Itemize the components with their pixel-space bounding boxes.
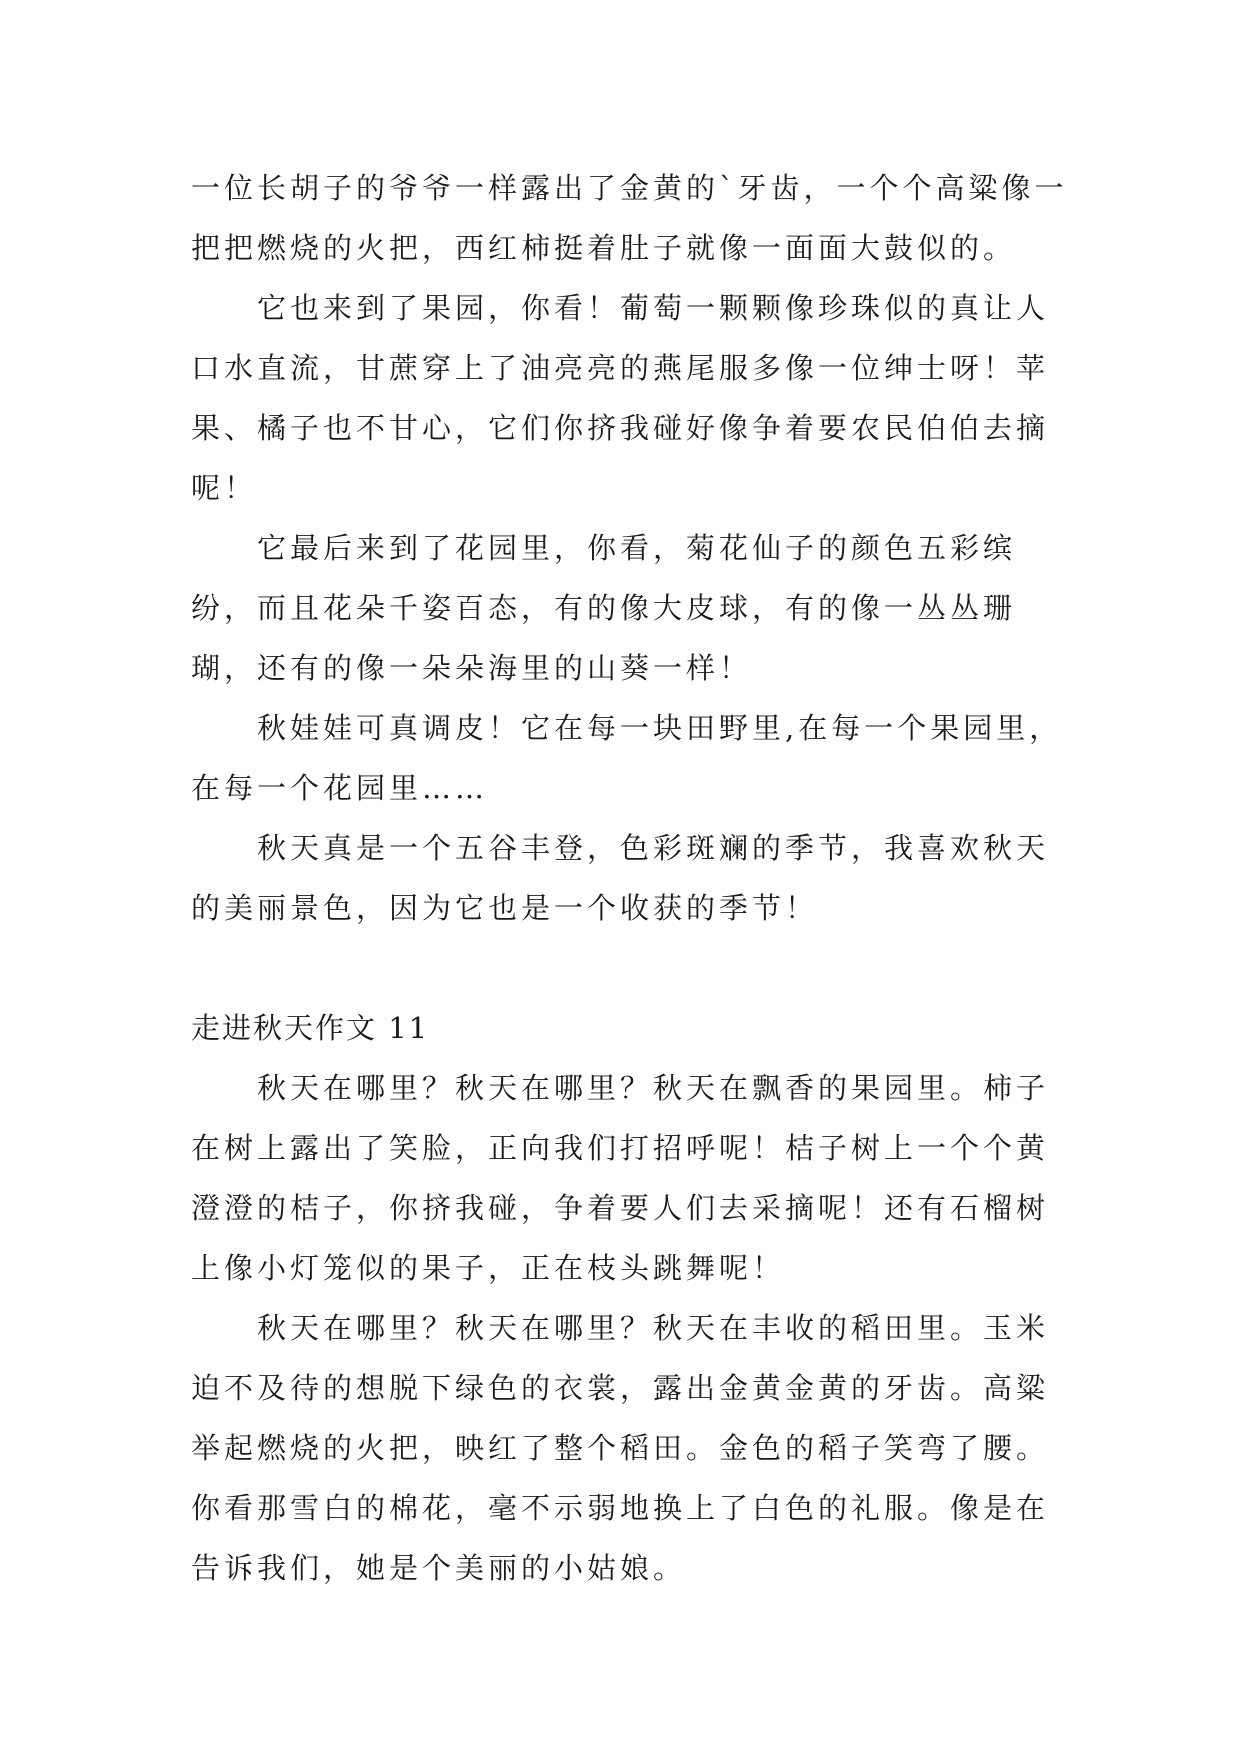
paragraph-5: 秋天真是一个五谷丰登，色彩斑斓的季节，我喜欢秋天的美丽景色，因为它也是一个收获的季节！ bbox=[191, 831, 1050, 925]
paragraph-2: 它也来到了果园，你看！葡萄一颗颗像珍珠似的真让人口水直流，甘蔗穿上了油亮亮的燕尾服多像一位绅士呀！苹果、橘子也不甘心，它们你挤我碰好像争着要农民伯伯去摘呢！ bbox=[191, 291, 1050, 505]
paragraph-6: 秋天在哪里？秋天在哪里？秋天在飘香的果园里。柿子在树上露出了笑脸，正向我们打招呼呢！桔子树上一个个黄澄澄的桔子，你挤我碰，争着要人们去采摘呢！还有石榴树上像小灯笼似的果子，正在枝头跳舞呢！ bbox=[191, 1071, 1050, 1285]
document-body bbox=[191, 158, 1071, 1598]
section-title: 走进秋天作文 11 bbox=[191, 1011, 430, 1045]
paragraph-3: 它最后来到了花园里，你看，菊花仙子的颜色五彩缤纷，而且花朵千姿百态，有的像大皮球，有的像一丛丛珊瑚，还有的像一朵朵海里的山葵一样！ bbox=[191, 531, 1017, 685]
paragraph-7: 秋天在哪里？秋天在哪里？秋天在丰收的稻田里。玉米迫不及待的想脱下绿色的衣裳，露出金黄金黄的牙齿。高粱举起燃烧的火把，映红了整个稻田。金色的稻子笑弯了腰。你看那雪白的棉花，毫不示弱地换上了白色的礼服。像是在告诉我们，她是个美丽的小姑娘。 bbox=[191, 1311, 1050, 1585]
paragraph-1: 一位长胡子的爷爷一样露出了金黄的`牙齿，一个个高粱像一把把燃烧的火把，西红柿挺着肚子就像一面面大鼓似的。 bbox=[191, 171, 1068, 265]
paragraph-4: 秋娃娃可真调皮！它在每一块田野里,在每一个果园里，在每一个花园里…… bbox=[191, 711, 1063, 805]
